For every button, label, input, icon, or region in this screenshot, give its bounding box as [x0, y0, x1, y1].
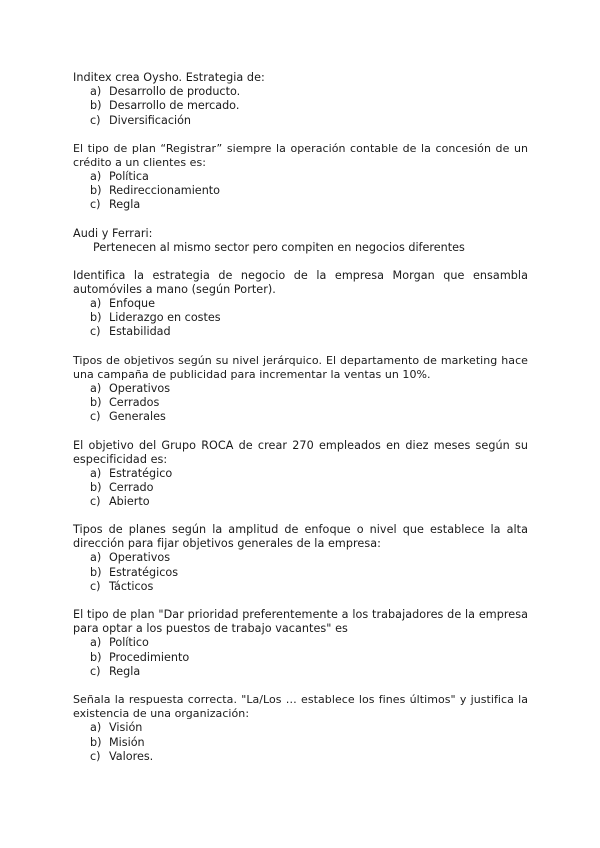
option-a	[90, 467, 528, 481]
options-list	[73, 382, 528, 425]
option-letter: b)	[90, 565, 102, 579]
option-c	[90, 114, 528, 128]
question-5	[73, 354, 528, 425]
option-text: Político	[109, 636, 149, 650]
question-8	[73, 608, 528, 679]
option-text: Procedimiento	[109, 650, 190, 664]
options-list	[73, 85, 528, 128]
option-letter: c)	[90, 749, 101, 763]
option-letter: a)	[90, 169, 102, 183]
option-a	[90, 551, 528, 565]
question-2	[73, 142, 528, 213]
option-text: Liderazgo en costes	[109, 311, 221, 325]
option-b	[90, 566, 528, 580]
option-c	[90, 580, 528, 594]
option-text: Desarrollo de mercado.	[109, 99, 240, 113]
question-text: El tipo de plan "Dar prioridad preferentemente a los trabajadores de la empresa para optar a los puestos de trabajo vacantes" es	[73, 608, 528, 636]
option-b	[90, 481, 528, 495]
option-letter: a)	[90, 721, 102, 735]
option-letter: a)	[90, 551, 102, 565]
option-b	[90, 736, 528, 750]
question-text: El tipo de plan “Registrar” siempre la operación contable de la concesión de un crédito a un clientes es:	[73, 141, 528, 169]
option-c	[90, 665, 528, 679]
option-text: Abierto	[109, 495, 150, 509]
option-letter: c)	[90, 495, 101, 509]
option-letter: a)	[90, 296, 102, 310]
option-letter: c)	[90, 198, 101, 212]
question-1	[73, 71, 528, 128]
options-list	[73, 636, 528, 679]
question-text: Audi y Ferrari:	[73, 226, 153, 240]
option-letter: b)	[90, 99, 102, 113]
question-text: Tipos de objetivos según su nivel jerárquico. El departamento de marketing hace una campaña de publicidad para incrementar la ventas un 10%.	[73, 353, 528, 381]
option-letter: b)	[90, 735, 102, 749]
question-text: Tipos de planes según la amplitud de enfoque o nivel que establece la alta dirección para fijar objetivos generales de la empresa:	[73, 523, 528, 551]
option-text: Misión	[109, 735, 145, 749]
document-page	[73, 71, 528, 778]
option-a	[90, 170, 528, 184]
option-text: Estratégico	[109, 466, 173, 480]
option-text: Estratégicos	[109, 565, 179, 579]
options-list	[73, 721, 528, 764]
option-text: Regla	[109, 198, 141, 212]
option-b	[90, 184, 528, 198]
options-list	[73, 297, 528, 340]
option-letter: c)	[90, 325, 101, 339]
option-letter: c)	[90, 580, 101, 594]
option-letter: b)	[90, 650, 102, 664]
question-6	[73, 439, 528, 510]
question-text: Inditex crea Oysho. Estrategia de:	[73, 71, 265, 84]
option-a	[90, 297, 528, 311]
option-letter: c)	[90, 113, 101, 127]
option-letter: c)	[90, 410, 101, 424]
option-letter: b)	[90, 311, 102, 325]
options-list	[73, 467, 528, 510]
option-c	[90, 750, 528, 764]
option-text: Visión	[109, 721, 143, 735]
option-a	[90, 721, 528, 735]
option-text: Estabilidad	[109, 325, 171, 339]
question-3	[73, 227, 528, 255]
option-letter: c)	[90, 664, 101, 678]
option-c	[90, 495, 528, 509]
option-b	[90, 311, 528, 325]
option-text: Cerrado	[109, 480, 154, 494]
option-letter: b)	[90, 395, 102, 409]
option-b	[90, 396, 528, 410]
question-9	[73, 693, 528, 764]
option-letter: b)	[90, 184, 102, 198]
option-c	[90, 410, 528, 424]
option-letter: a)	[90, 636, 102, 650]
option-letter: a)	[90, 466, 102, 480]
option-a	[90, 636, 528, 650]
option-text: Desarrollo de producto.	[109, 85, 241, 98]
options-list	[73, 170, 528, 213]
question-4	[73, 269, 528, 340]
option-text: Regla	[109, 664, 141, 678]
option-letter: b)	[90, 480, 102, 494]
option-letter: a)	[90, 85, 102, 98]
option-text: Generales	[109, 410, 166, 424]
question-text: Identifica la estrategia de negocio de la empresa Morgan que ensambla automóviles a mano (según Porter).	[73, 268, 528, 296]
options-list	[73, 551, 528, 594]
option-text: Tácticos	[109, 580, 154, 594]
option-text: Redireccionamiento	[109, 184, 221, 198]
option-text: Política	[109, 169, 149, 183]
option-c	[90, 325, 528, 339]
option-text: Diversificación	[109, 113, 192, 127]
question-text: El objetivo del Grupo ROCA de crear 270 empleados en diez meses según su especificidad es:	[73, 438, 528, 466]
option-b	[90, 99, 528, 113]
option-c	[90, 198, 528, 212]
option-text: Cerrados	[109, 395, 160, 409]
option-a	[90, 382, 528, 396]
option-text: Operativos	[109, 381, 171, 395]
option-text: Valores.	[109, 749, 154, 763]
option-text: Operativos	[109, 551, 171, 565]
option-text: Enfoque	[109, 296, 156, 310]
option-letter: a)	[90, 381, 102, 395]
question-7	[73, 523, 528, 594]
option-a	[90, 85, 528, 99]
question-text: Señala la respuesta correcta. "La/Los … establece los fines últimos" y justifica la existencia de una organización:	[73, 693, 528, 721]
option-b	[90, 651, 528, 665]
answer-text: Pertenecen al mismo sector pero compiten en negocios diferentes	[93, 240, 465, 254]
